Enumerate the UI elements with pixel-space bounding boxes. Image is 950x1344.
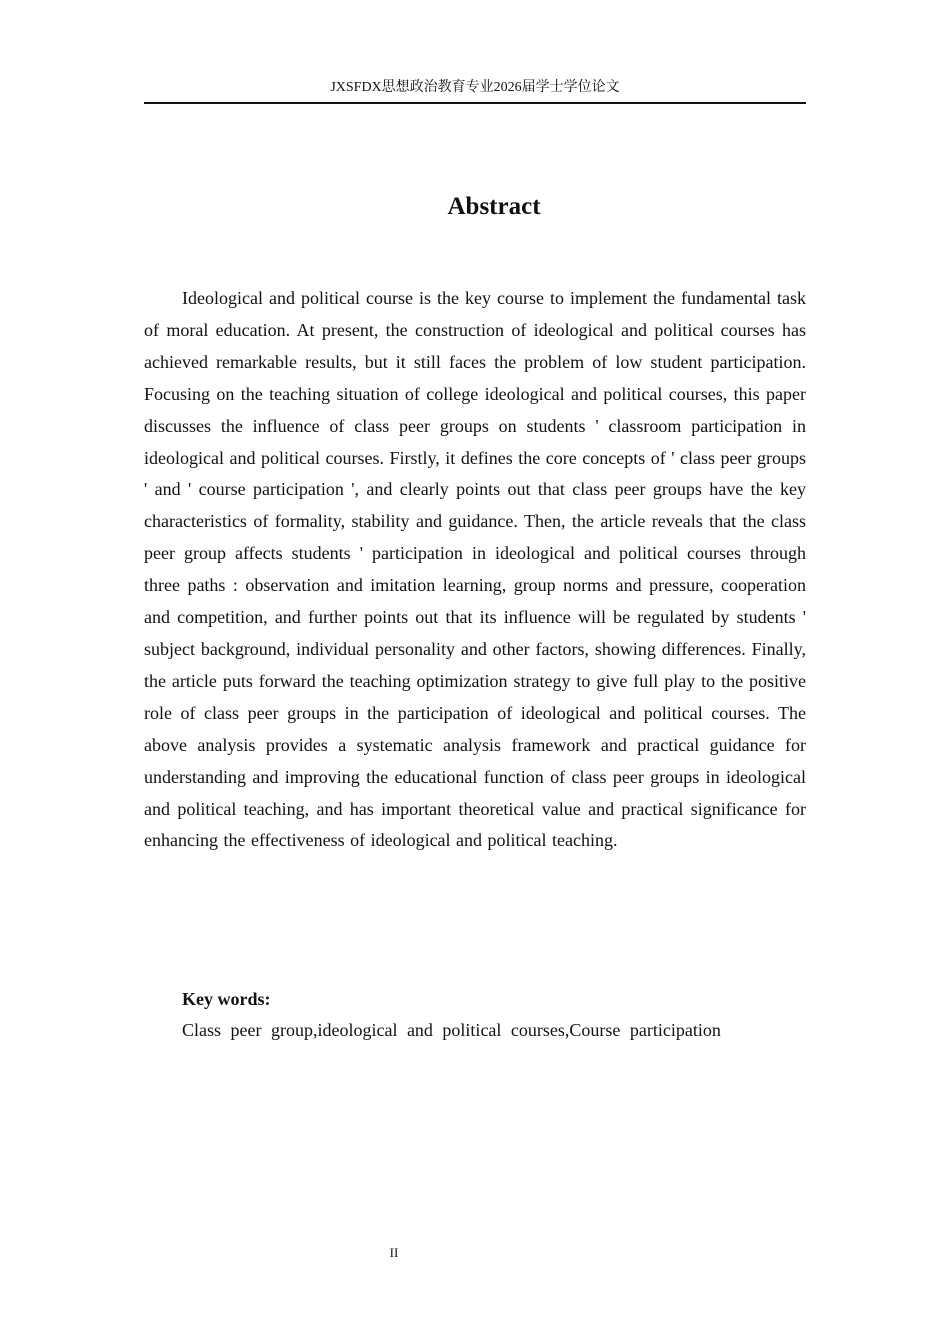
keywords-label: Key words: (182, 989, 271, 1009)
page-number: II (389, 1245, 399, 1260)
abstract-title: Abstract (447, 193, 541, 220)
abstract-body: Ideological and political course is the key course to implement the fundamental task of moral education. At present, the construction of ideological and political courses has achieved remarkable results, but it still faces the problem of low student participation. Focusing on the teaching situation of college ideological and political courses, this paper discusses the influence of class peer groups on students ' classroom participation in ideological and political courses. Firstly, it defines the core concepts of ' class peer groups ' and ' course participation ', and clearly points out that class peer groups have the key characteristics of formality, stability and guidance. Then, the article reveals that the class peer group affects students ' participation in ideological and political courses through three paths : observation and imitation learning, group norms and pressure, cooperation and competition, and further points out that its influence will be regulated by students ' subject background, individual personality and other factors, showing differences. Finally, the article puts forward the teaching optimization strategy to give full play to the positive role of class peer groups in the participation of ideological and political courses. The above analysis provides a systematic analysis framework and practical guidance for understanding and improving the educational function of class peer groups in ideological and political teaching, and has important theoretical value and practical significance for enhancing the effectiveness of ideological and political teaching. (144, 288, 806, 851)
running-header: JXSFDX思想政治教育专业2026届学士学位论文 (144, 78, 806, 104)
keywords-text: Class peer group,ideological and political courses,Course participation (182, 1020, 721, 1040)
